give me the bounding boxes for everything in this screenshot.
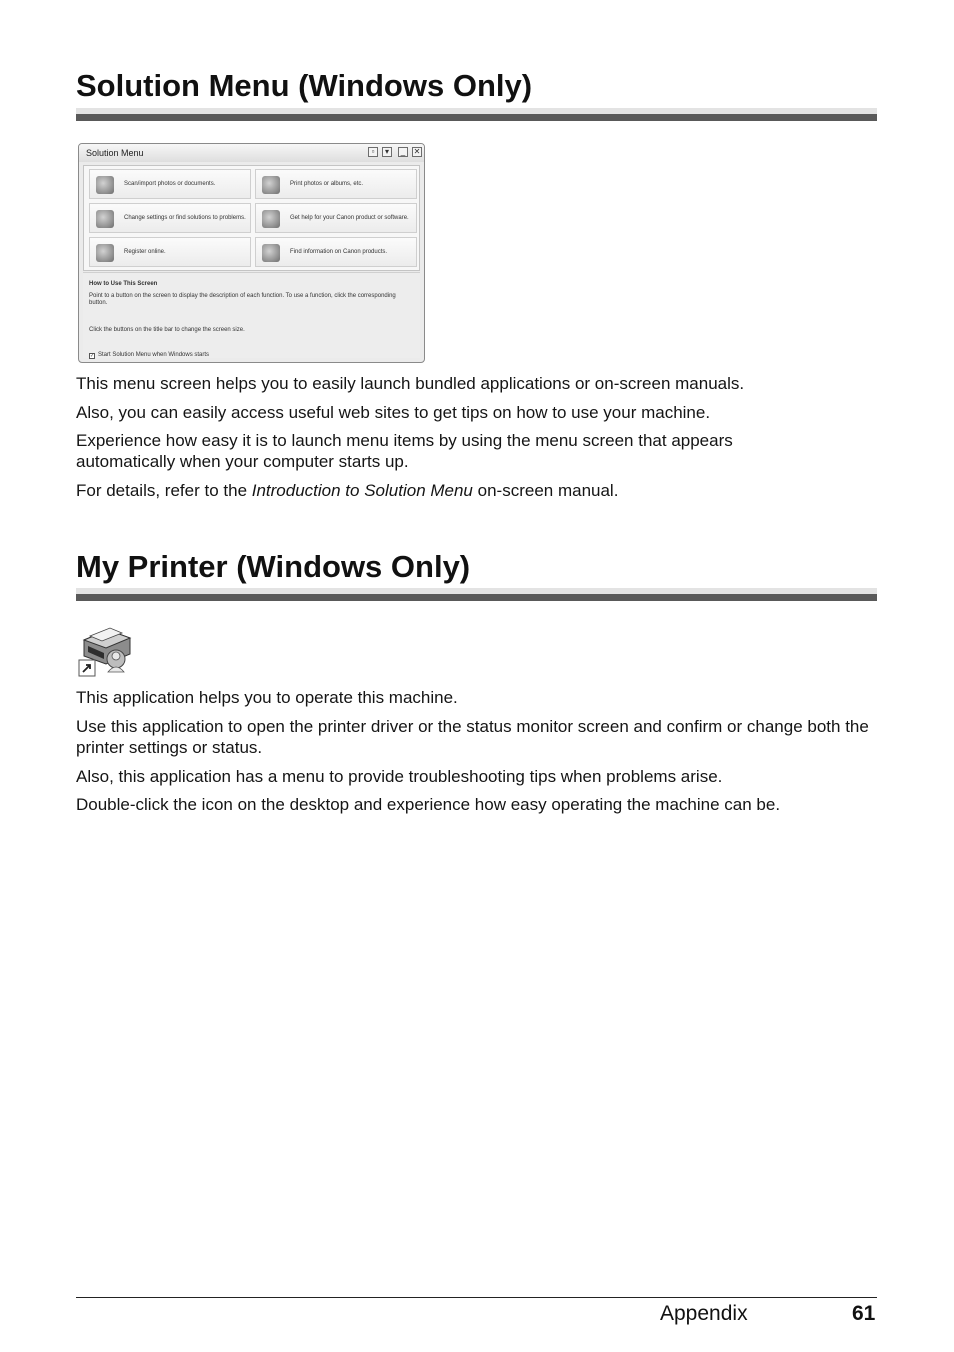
solution-menu-screenshot: [78, 143, 425, 363]
tile-scan: [89, 169, 251, 199]
info-text: Point to a button on the screen to display the description of each function. To use a function, click the corresponding button.: [89, 293, 396, 306]
paragraph: This menu screen helps you to easily launch bundled applications or on-screen manuals.: [76, 374, 745, 393]
section-rule: [76, 588, 877, 601]
startup-checkbox-row: [89, 352, 209, 359]
tile-settings: [89, 203, 251, 233]
minimize-icon: _: [398, 147, 408, 157]
paragraph: Also, this application has a menu to provide troubleshooting tips when problems arise.: [76, 767, 723, 786]
window-titlebar: [79, 144, 424, 162]
register-icon: [96, 244, 114, 262]
tile-canon-info: [255, 237, 417, 267]
tile-label: Change settings or find solutions to problems.: [124, 214, 246, 221]
footer-section-name: Appendix: [660, 1302, 748, 1325]
menu-tile-panel: [83, 165, 420, 271]
paragraph: Double-click the icon on the desktop and experience how easy operating the machine can be.: [76, 795, 781, 814]
section-rule: [76, 108, 877, 121]
close-icon: ✕: [413, 147, 421, 156]
paragraph: Use this application to open the printer driver or the status monitor screen and confirm or change both the printer settings or status.: [76, 717, 869, 757]
tile-label: Get help for your Canon product or software.: [290, 214, 409, 221]
my-printer-shortcut-icon: [78, 626, 132, 678]
checkbox-checked-icon: ✓: [90, 352, 95, 359]
footer-rule: [76, 1297, 877, 1298]
paragraph: Experience how easy it is to launch menu items by using the menu screen that appears automatically when your computer starts up.: [76, 431, 733, 471]
paragraph: Also, you can easily access useful web sites to get tips on how to use your machine.: [76, 403, 711, 422]
page-number: 61: [852, 1302, 876, 1325]
section-title-my-printer: My Printer (Windows Only): [76, 549, 471, 584]
printer-icon: [262, 176, 280, 194]
details-suffix: on-screen manual.: [472, 481, 619, 500]
startup-checkbox-label: Start Solution Menu when Windows starts: [98, 352, 210, 358]
section-title-solution-menu: Solution Menu (Windows Only): [76, 68, 533, 103]
info-text-2: Click the buttons on the title bar to change the screen size.: [89, 327, 245, 333]
settings-icon: [96, 210, 114, 228]
dropdown-icon: ▾: [382, 147, 392, 157]
restore-icon: ▫: [368, 147, 378, 157]
manual-name: Introduction to Solution Menu: [251, 481, 473, 500]
globe-icon: [262, 244, 280, 262]
details-paragraph: [76, 480, 876, 501]
scanner-icon: [96, 176, 114, 194]
tile-label: Print photos or albums, etc.: [290, 180, 364, 187]
paragraph: This application helps you to operate this machine.: [76, 688, 458, 707]
window-title: Solution Menu: [86, 148, 144, 158]
tile-label: Find information on Canon products.: [290, 248, 388, 255]
tile-label: Scan/import photos or documents.: [124, 180, 216, 187]
help-book-icon: [262, 210, 280, 228]
tile-print: [255, 169, 417, 199]
info-heading: How to Use This Screen: [89, 281, 158, 287]
how-to-use-panel: [83, 272, 420, 358]
tile-register: [89, 237, 251, 267]
tile-help: [255, 203, 417, 233]
details-prefix: For details, refer to the: [76, 481, 252, 500]
tile-label: Register online.: [124, 248, 166, 255]
